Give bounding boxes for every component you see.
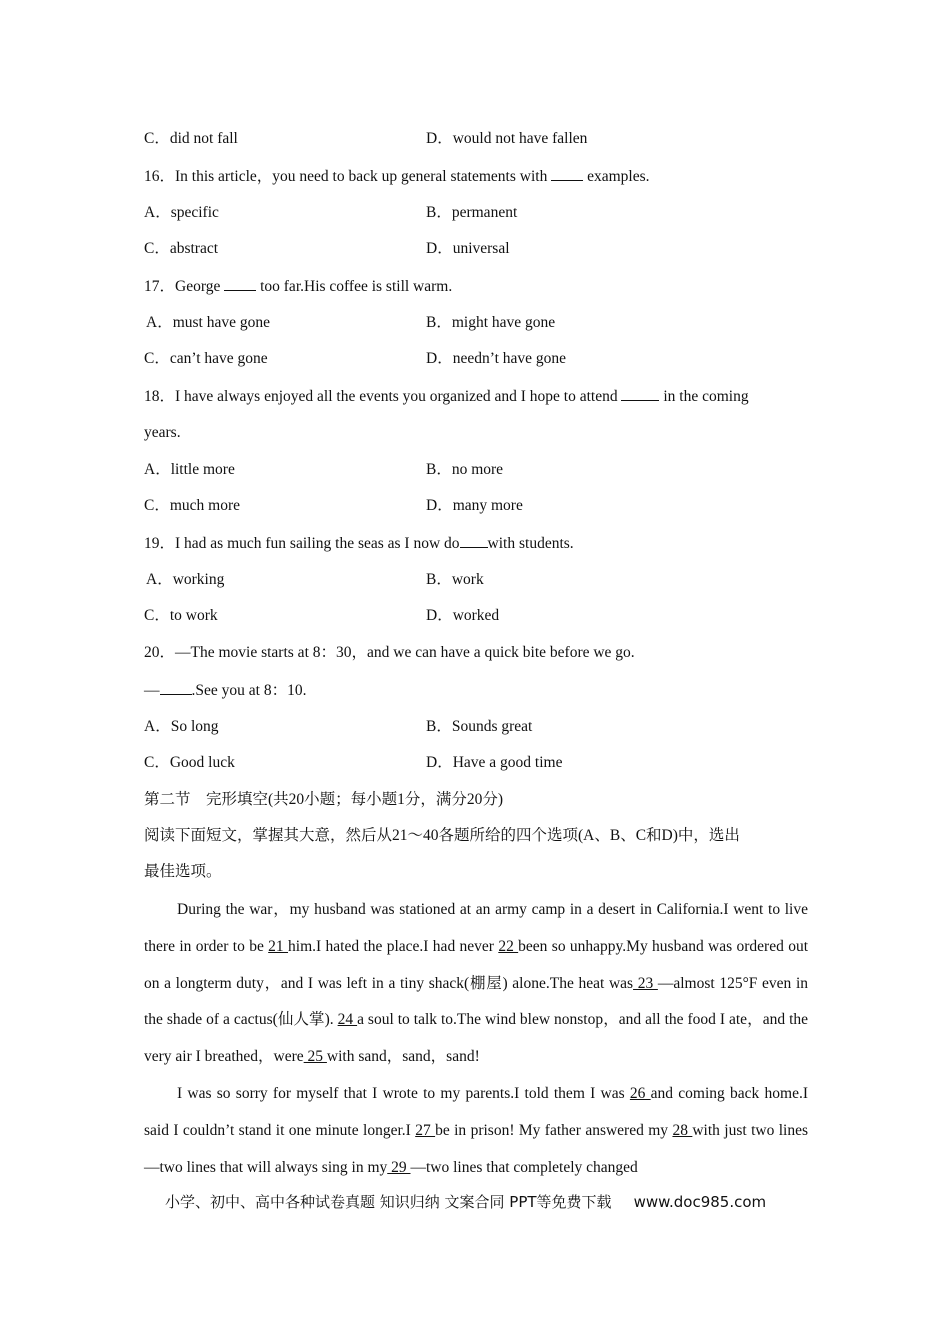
passage-text: be in prison! My father answered my — [435, 1121, 673, 1139]
q18-option-a: A．little more — [144, 461, 235, 478]
q17-option-d: D．needn’t have gone — [426, 350, 567, 367]
q15-option-c: C．did not fall — [144, 130, 238, 147]
passage-paragraph-1 — [144, 892, 808, 1076]
q18-option-c: C．much more — [144, 497, 240, 514]
q16-stem-end: examples. — [587, 168, 650, 185]
passage-text: with sand，sand，sand! — [326, 1048, 480, 1065]
q19-option-d: D．worked — [426, 607, 500, 624]
q16-option-c: C．abstract — [144, 240, 219, 257]
passage-text: During the war，my husband was stationed at an army camp in a desert in California.I went to live there in order to be — [144, 901, 808, 955]
q20-option-d: D．Have a good time — [426, 754, 563, 771]
q17-option-a: A．must have gone — [146, 314, 270, 331]
passage-text: and coming back home.I said I couldn’t stand it one minute longer.I — [144, 1085, 808, 1139]
passage-text: him.I hated the place.I had never — [288, 937, 499, 955]
q19-blank — [460, 533, 488, 548]
q18-option-d: D．many more — [426, 497, 523, 514]
passage-paragraph-2 — [144, 1076, 808, 1186]
q17-stem-end: too far.His coffee is still warm. — [260, 278, 453, 295]
passage-text: been so unhappy.My husband was ordered out on a longterm duty，and I was left in a tiny shack(棚屋) alone.The heat was — [144, 937, 808, 992]
q17-stem-text: 17．George — [144, 278, 221, 295]
q17-stem — [144, 276, 452, 297]
q18-stem-text: 18．I have always enjoyed all the events you organized and I hope to attend — [144, 388, 618, 405]
blank-26: 26 — [629, 1085, 651, 1102]
blank-21: 21 — [268, 937, 289, 955]
q18-stem — [144, 386, 749, 407]
passage-text: —two lines that completely changed — [410, 1158, 638, 1176]
q16-option-b: B．permanent — [426, 204, 518, 221]
q20-option-a: A．So long — [144, 718, 219, 735]
q20-stem: 20．—The movie starts at 8：30，and we can have a quick bite before we go. — [144, 644, 635, 661]
section-heading: 第二节 完形填空(共20小题；每小题1分，满分20分) — [144, 791, 504, 808]
q19-stem — [144, 533, 574, 554]
q20-blank — [160, 680, 192, 695]
q17-blank — [224, 276, 256, 291]
passage-text: a soul to talk to.The wind blew nonstop，and all the food I ate，and the very air I breathed，were — [144, 1011, 809, 1065]
q19-stem-end: with students. — [487, 535, 574, 552]
passage-text: I was so sorry for myself that I wrote to my parents.I told them I was — [177, 1085, 630, 1102]
q16-blank — [551, 166, 583, 181]
q18-stem-end: in the coming — [663, 388, 749, 405]
blank-27: 27 — [415, 1121, 436, 1139]
blank-25: 25 — [303, 1048, 327, 1065]
section-instructions-line1: 阅读下面短文，掌握其大意，然后从21～40各题所给的四个选项(A、B、C和D)中，选出 — [144, 827, 740, 844]
blank-29: 29 — [387, 1158, 411, 1176]
blank-24: 24 — [337, 1011, 358, 1029]
section-instructions-line2: 最佳选项。 — [144, 863, 222, 880]
q18-blank — [621, 386, 659, 401]
q16-stem — [144, 166, 650, 187]
footer-url[interactable]: www.doc985.com — [633, 1193, 767, 1211]
q20-option-b: B．Sounds great — [426, 718, 533, 735]
q17-option-b: B．might have gone — [426, 314, 556, 331]
passage-text: with just two lines—two lines that will always sing in my — [144, 1121, 809, 1176]
q19-option-b: B．work — [426, 571, 484, 588]
q20-reply-text: .See you at 8：10. — [191, 682, 307, 699]
q19-option-c: C．to work — [144, 607, 218, 624]
blank-23: 23 — [633, 974, 658, 992]
blank-22: 22 — [498, 937, 519, 955]
q20-reply — [144, 680, 306, 701]
blank-28: 28 — [672, 1121, 693, 1139]
q17-option-c: C．can’t have gone — [144, 350, 268, 367]
q18-stem-line2: years. — [144, 424, 181, 441]
q20-option-c: C．Good luck — [144, 754, 235, 771]
q16-stem-text: 16．In this article，you need to back up general statements with — [144, 168, 548, 185]
q16-option-a: A．specific — [144, 204, 219, 221]
q20-reply-dash: — — [144, 682, 160, 699]
passage-text: —almost 125°F even in the shade of a cactus(仙人掌). — [144, 974, 809, 1029]
footer-text: 小学、初中、高中各种试卷真题 知识归纳 文案合同 PPT等免费下载 — [165, 1193, 612, 1211]
q15-option-d: D．would not have fallen — [426, 130, 588, 147]
page-footer — [165, 1191, 766, 1212]
q19-stem-text: 19．I had as much fun sailing the seas as I now do — [144, 535, 460, 552]
q16-option-d: D．universal — [426, 240, 510, 257]
q18-option-b: B．no more — [426, 461, 504, 478]
q19-option-a: A．working — [146, 571, 225, 588]
